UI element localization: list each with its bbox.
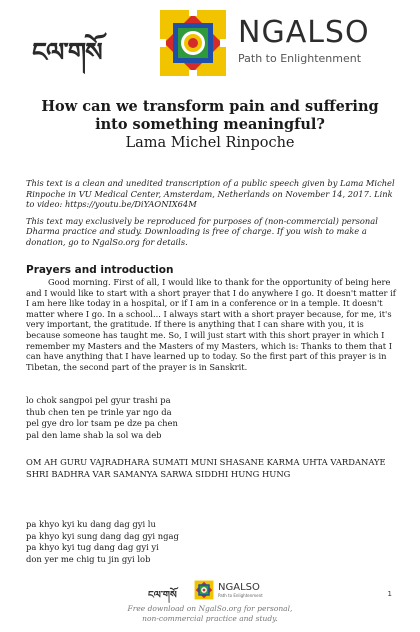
footer-brand-name: NGALSO	[218, 582, 260, 593]
document-title-line2: into something meaningful?	[95, 116, 325, 133]
tibetan-verse-2	[26, 519, 400, 565]
verse-line: thub chen ten pe trinle yar ngo da	[26, 406, 172, 417]
page-number: 1	[387, 590, 392, 598]
footer-tibetan-logo: ངལ་གསོ	[148, 590, 177, 601]
transcription-note: This text is a clean and unedited transcription of a public speech given by Lama Michel Rinpoche in VU Medical Center, Amsterdam, Netherlands on November 14, 2017. Link to video: https://youtu.be/DiYAONIX64M	[26, 178, 395, 209]
footer-brand	[218, 582, 263, 598]
tibetan-logo: ངལ་གསོ	[32, 38, 102, 68]
mantra-text: OM AH GURU VAJRADHARA SUMATI MUNI SHASANE KARMA UHTA VARDANAYE SHRI BADHRA VAR SAMANYA SARWA SIDDHI HUNG HUNG	[26, 457, 386, 479]
brand-tagline: Path to Enlightenment	[238, 52, 362, 65]
prayers-section	[26, 264, 400, 372]
section-body: Good morning. First of all, I would like to thank for the opportunity of being here and I would like to start with a short prayer that I do anywhere I go. It doesn't matter if I am here like today in a hospital, or if I am in a conference or in a temple. It doesn't matter where I go. In a school... I always start with a short prayer because, for me, it's very important, the gratitude. If there is anything that I can share with you, it is because someone has taught me. So, I will just start with this short prayer in which I remember my Masters and the Masters of my Masters, which is: Thanks to them that I can have anything that I have learned up to today. So the first part of this prayer is in Tibetan, the second part of the prayer is in Sanskrit.	[26, 277, 396, 372]
verse-line: pal den lame shab la sol wa deb	[26, 429, 162, 440]
footer-brand-tagline: Path to Enlightenment	[218, 593, 263, 598]
footer-line1: Free download on NgalSo.org for personal,	[127, 604, 293, 613]
footer-line2: non-commercial practice and study.	[142, 613, 278, 623]
verse-line: pa khyo kyi tug dang dag gyi yi	[26, 542, 159, 553]
footer-mandala-icon	[194, 580, 214, 600]
title-block	[0, 98, 420, 152]
author-name: Lama Michel Rinpoche	[125, 135, 295, 151]
brand-block	[238, 15, 370, 65]
page-footer	[0, 580, 420, 632]
page-header	[0, 0, 420, 92]
intro-notes	[26, 178, 398, 253]
sanskrit-mantra	[26, 457, 400, 480]
section-heading: Prayers and introduction	[26, 264, 174, 276]
document-title-line1: How can we transform pain and suffering	[41, 98, 379, 115]
footer-text	[0, 604, 420, 623]
footer-logo	[148, 580, 278, 602]
verse-line: pel gye dro lor tsam pe dze pa chen	[26, 418, 178, 429]
verse-line: don yer me chig tu jin gyi lob	[26, 553, 151, 564]
verse-line: pa khyo kyi sung dang dag gyi ngag	[26, 530, 179, 541]
verse-line: lo chok sangpoi pel gyur trashi pa	[26, 395, 171, 405]
mandala-logo-icon	[158, 8, 228, 78]
brand-name: NGALSO	[238, 15, 370, 50]
verse-line: pa khyo kyi ku dang dag gyi lu	[26, 519, 156, 529]
tibetan-verse	[26, 395, 400, 441]
reproduction-note: This text may exclusively be reproduced for purposes of (non-commercial) personal Dharma practice and study. Downloading is free of charge. If you wish to make a donation, go to NgalSo.org for details.	[26, 215, 378, 247]
